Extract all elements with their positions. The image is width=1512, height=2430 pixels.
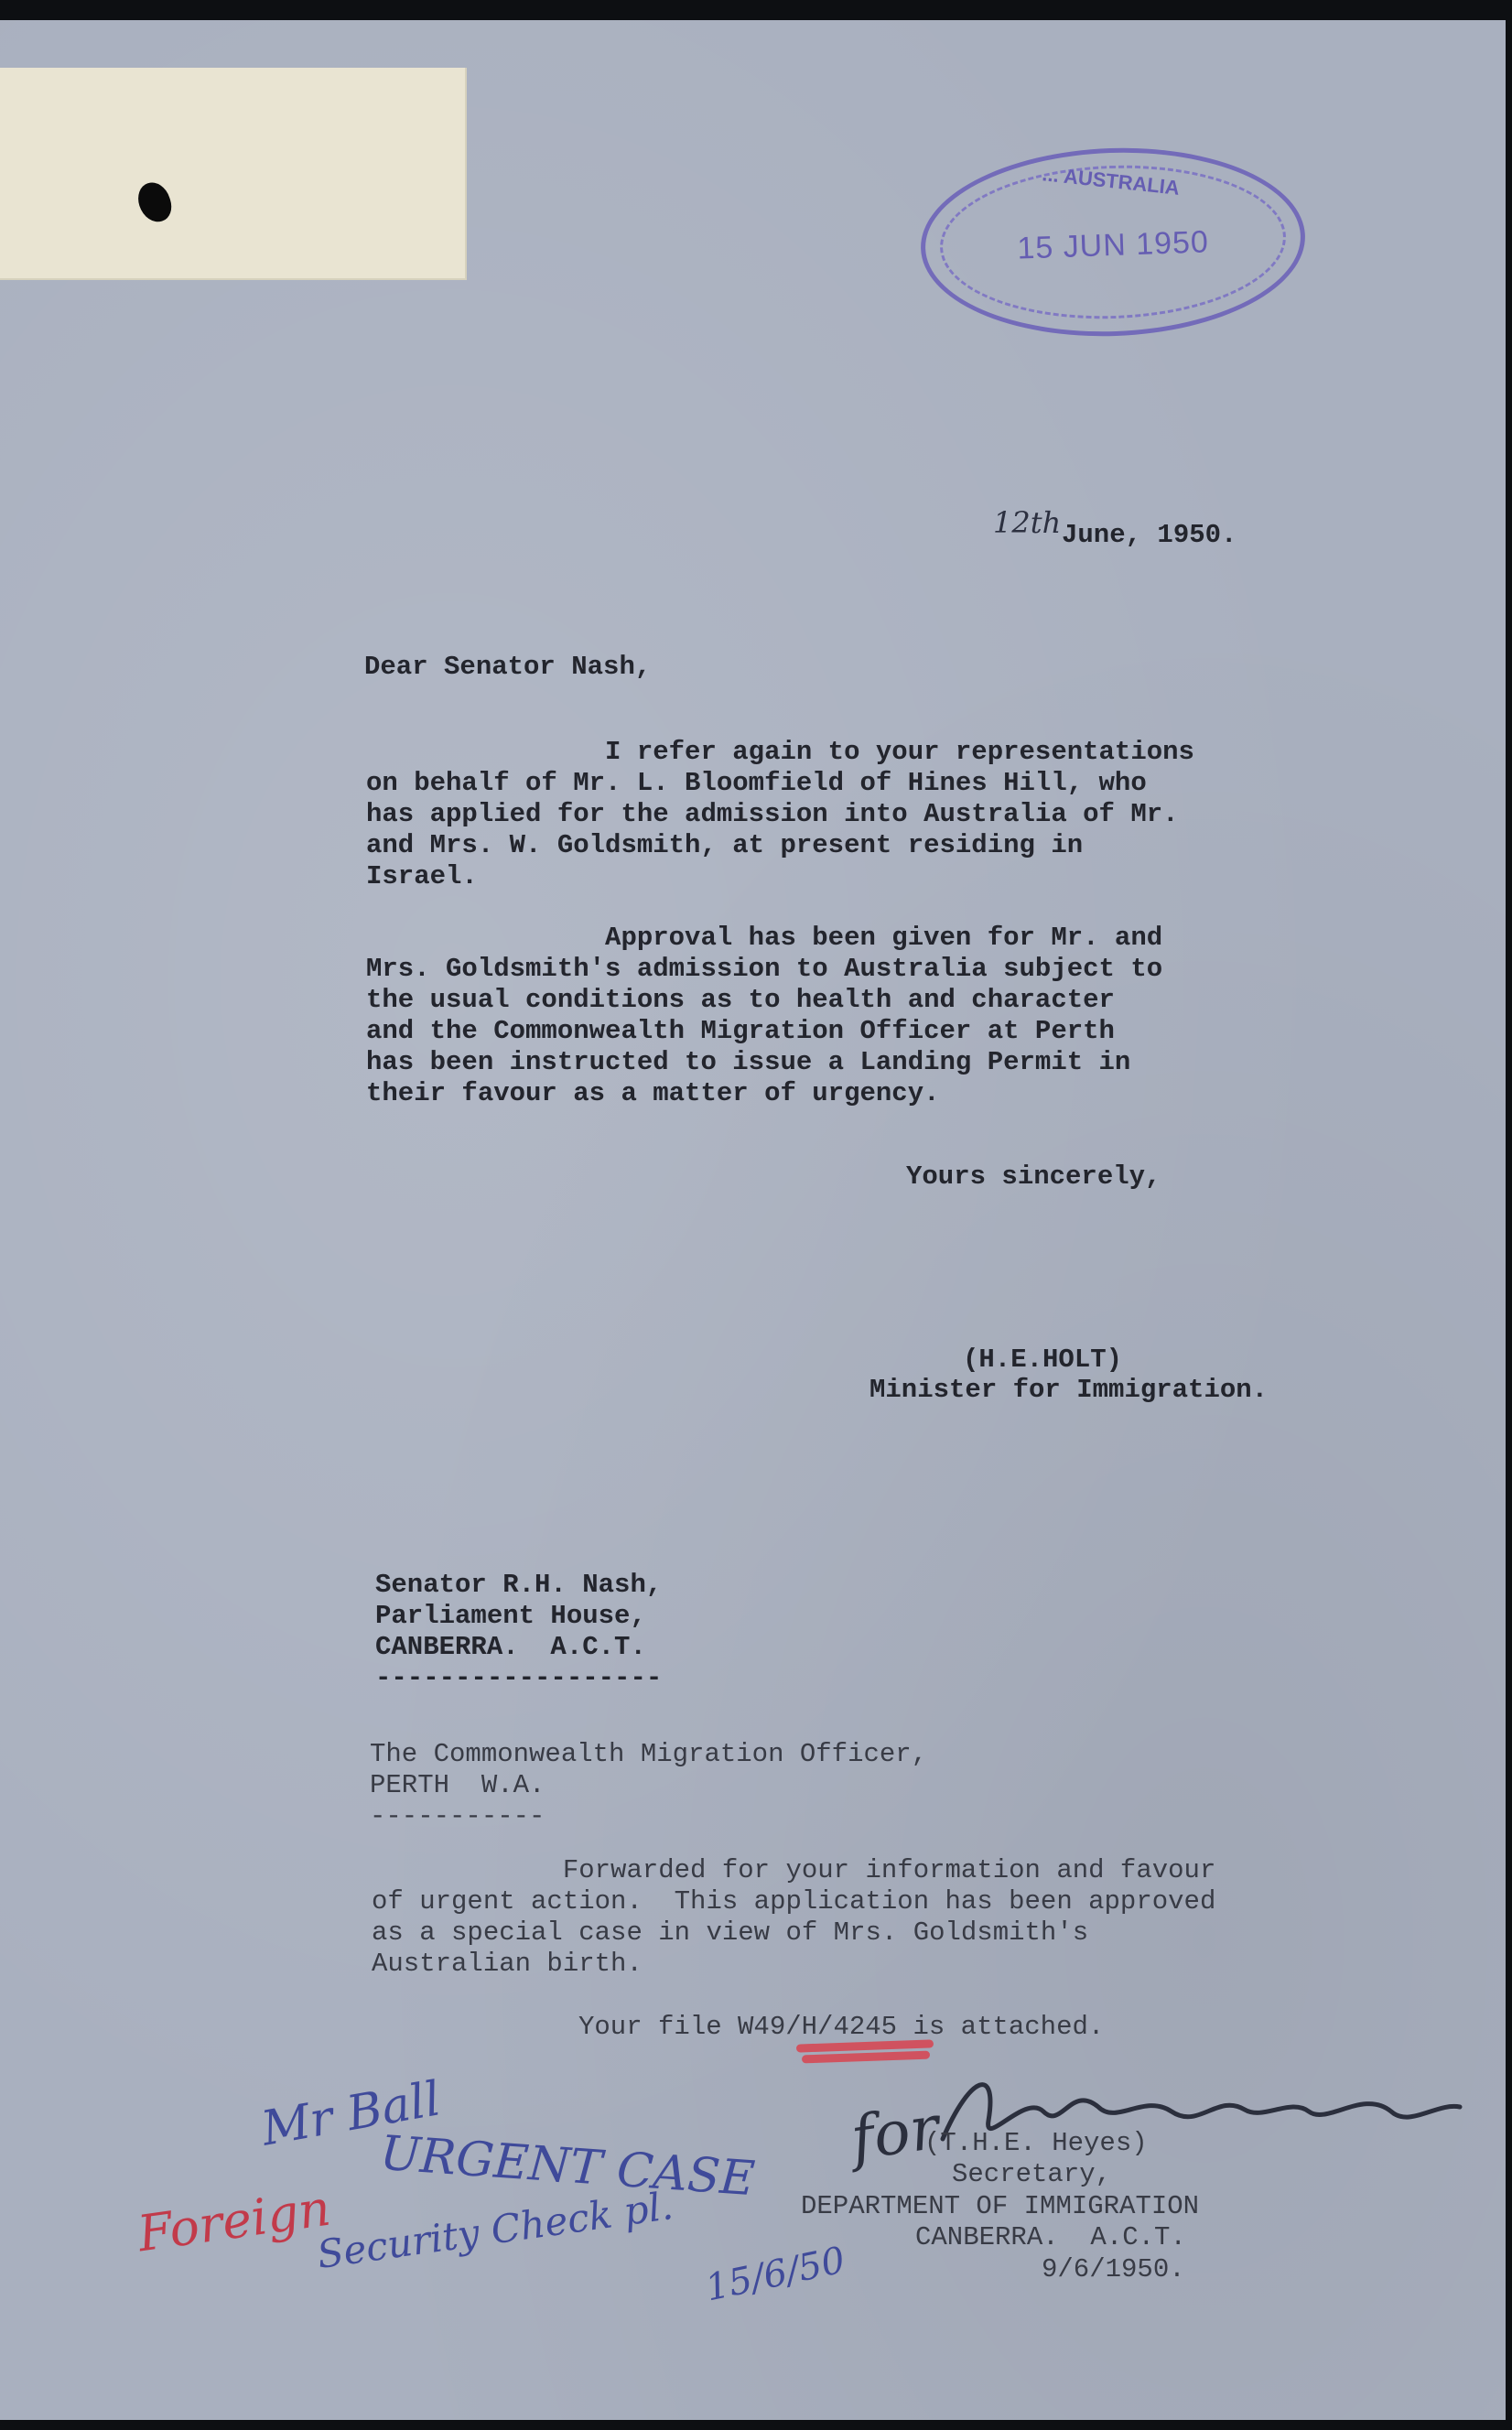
received-date-stamp: [918, 142, 1309, 343]
red-underline: [802, 2051, 930, 2064]
annotation-date-initials: 15/6/50: [701, 2239, 849, 2310]
signature: for: [847, 2091, 944, 2175]
salutation: Dear Senator Nash,: [364, 652, 652, 682]
letter-date: June, 1950.: [1062, 520, 1237, 550]
annotation-mr-ball: Mr Ball: [257, 2071, 445, 2157]
document-sheet: [0, 20, 1506, 2420]
letter-line: and the Commonwealth Migration Officer at Perth: [366, 1016, 1115, 1046]
memo-body: [372, 1855, 1215, 1980]
letter-line: Israel.: [366, 861, 478, 891]
memo-sign-place: CANBERRA. A.C.T.: [915, 2222, 1186, 2252]
letter-line: I refer again to your representations: [366, 737, 1194, 767]
letter-paragraph-1: [366, 737, 1194, 892]
memo-recipient-line: PERTH W.A.: [370, 1770, 545, 1800]
paper-label-strip: [0, 68, 467, 280]
memo-sign-title: Secretary,: [952, 2159, 1112, 2189]
annotation-security-check: Security Check pl.: [314, 2182, 676, 2278]
letter-line: Mrs. Goldsmith's admission to Australia subject to: [366, 954, 1163, 984]
memo-sign-date: 9/6/1950.: [1042, 2254, 1185, 2284]
letter-line: has applied for the admission into Australia of Mr.: [366, 799, 1179, 829]
letter-line: Approval has been given for Mr. and: [366, 923, 1163, 953]
letter-paragraph-2: [366, 923, 1162, 1109]
memo-line: of urgent action. This application has been approved: [372, 1886, 1216, 1917]
memo-line: Australian birth.: [372, 1949, 643, 1979]
memo-recipient-rule: -----------: [370, 1801, 545, 1831]
memo-sign-name: (T.H.E. Heyes): [924, 2128, 1148, 2158]
signatory-name: (H.E.HOLT): [963, 1345, 1123, 1375]
addressee-line: Senator R.H. Nash,: [375, 1570, 663, 1600]
letter-line: the usual conditions as to health and character: [366, 985, 1115, 1015]
memo-recipient: [370, 1739, 927, 1832]
signatory-title: Minister for Immigration.: [869, 1375, 1269, 1405]
annotation-urgent-case: URGENT CASE: [378, 2125, 757, 2208]
letter-line: and Mrs. W. Goldsmith, at present residing in: [366, 830, 1084, 860]
memo-recipient-line: The Commonwealth Migration Officer,: [370, 1739, 928, 1769]
letter-line: on behalf of Mr. L. Bloomfield of Hines Hill, who: [366, 768, 1147, 798]
stamp-date: 15 JUN 1950: [1016, 224, 1210, 266]
punch-hole: [134, 178, 176, 226]
memo-attachment: Your file W49/H/4245 is attached.: [578, 2012, 1105, 2042]
addressee-rule: ------------------: [375, 1663, 663, 1693]
memo-line: Forwarded for your information and favour: [372, 1855, 1216, 1885]
closing: Yours sincerely,: [906, 1161, 1161, 1192]
addressee-block: [375, 1570, 662, 1694]
addressee-line: CANBERRA. A.C.T.: [375, 1632, 646, 1662]
annotation-foreign: Foreign: [134, 2178, 334, 2263]
letter-line: their favour as a matter of urgency.: [366, 1078, 940, 1108]
letter-line: has been instructed to issue a Landing Permit in: [366, 1047, 1131, 1077]
addressee-line: Parliament House,: [375, 1601, 646, 1631]
memo-line: as a special case in view of Mrs. Goldsmith's: [372, 1917, 1089, 1948]
stamp-top-text: ... AUSTRALIA: [1041, 162, 1181, 200]
handwritten-day: 12th: [993, 505, 1062, 540]
memo-sign-dept: DEPARTMENT OF IMMIGRATION: [801, 2191, 1200, 2221]
